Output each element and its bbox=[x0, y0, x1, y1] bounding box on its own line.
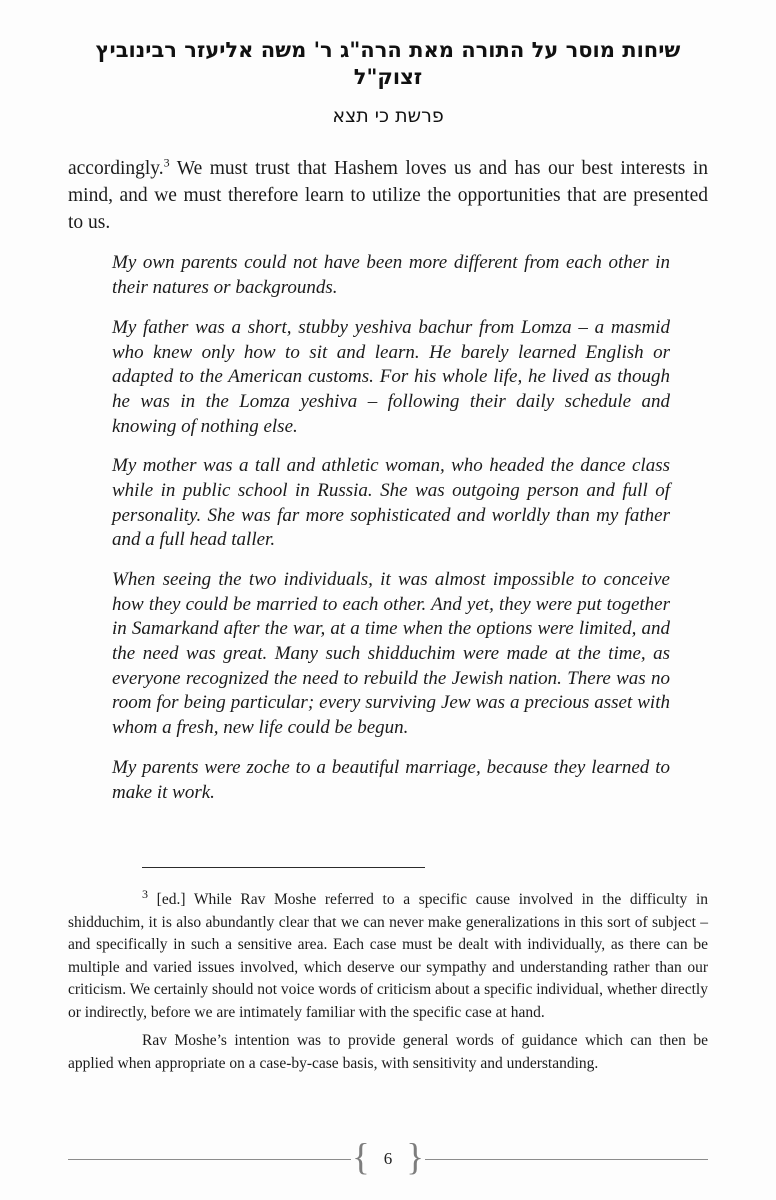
page-number-bracket-left: { bbox=[351, 1135, 370, 1179]
footnotes-section bbox=[68, 805, 708, 1075]
footnote-reference: 3 bbox=[163, 155, 170, 170]
page-body bbox=[68, 127, 708, 806]
footnote-separator bbox=[142, 867, 425, 868]
footer-rule-left bbox=[68, 1159, 351, 1160]
footnote-text-1: [ed.] While Rav Moshe referred to a specific cause involved in the difficulty in shidduchim, it is also abundantly clear that we can never make generalizations in this sort of subject – and specifically in such a sensitive area. Each case must be dealt with individually, as there can be multiple and varied issues involved, which deserve our sympathy and understanding rather than our criticism. We certainly should not voice words of criticism about a specific individual, whether directly or indirectly, before we are intimately familiar with the specific case at hand. bbox=[68, 891, 708, 1021]
page-number: 6 bbox=[383, 1149, 393, 1168]
lead-text-start: accordingly. bbox=[68, 157, 164, 179]
page-number-bracket-right: } bbox=[406, 1135, 425, 1179]
parsha-subtitle: פרשת כי תצא bbox=[332, 104, 444, 127]
quote-block bbox=[68, 251, 708, 805]
footnote-paragraph-2: Rav Moshe’s intention was to provide general words of guidance which can then be applied when appropriate on a case-by-case basis, with sensitivity and understanding. bbox=[68, 1032, 708, 1072]
footnote-paragraph-1 bbox=[68, 889, 708, 1024]
hebrew-title: שיחות מוסר על התורה מאת הרה"ג ר' משה אליעזר רבינוביץ זצוק"ל bbox=[95, 37, 681, 90]
footer-rule-right bbox=[425, 1159, 708, 1160]
page-header bbox=[68, 36, 708, 127]
quote-paragraph-parents: My own parents could not have been more different from each other in their natures or backgrounds. bbox=[112, 252, 670, 299]
quote-paragraph-father: My father was a short, stubby yeshiva bachur from Lomza – a masmid who knew only how to sit and learn. He barely learned English or adapted to the American customs. For his whole life, he lived as though he was in the Lomza yeshiva – following their daily schedule and knowing of nothing else. bbox=[112, 316, 670, 437]
quote-paragraph-marriage: My parents were zoche to a beautiful marriage, because they learned to make it work. bbox=[112, 756, 670, 803]
quote-paragraph-mother: My mother was a tall and athletic woman, who headed the dance class while in public school in Russia. She was outgoing person and full of personality. She was far more sophisticated and worldly than my father and a full head taller. bbox=[112, 455, 670, 551]
lead-paragraph bbox=[68, 155, 708, 237]
page-footer bbox=[68, 1136, 708, 1182]
footnote-number: 3 bbox=[142, 887, 148, 902]
quote-paragraph-shidduch: When seeing the two individuals, it was almost impossible to conceive how they could be married to each other. And yet, they were put together in Samarkand after the war, at a time when the options were limited, and the need was great. Many such shidduchim were made at the time, as everyone recognized the need to rebuild the Jewish nation. There was no room for being particular; every surviving Jew was a precious asset with whom a fresh, new life could be begun. bbox=[112, 569, 670, 739]
lead-text-rest: We must trust that Hashem loves us and has our best interests in mind, and we must therefore learn to utilize the opportunities that are presented to us. bbox=[68, 157, 708, 234]
